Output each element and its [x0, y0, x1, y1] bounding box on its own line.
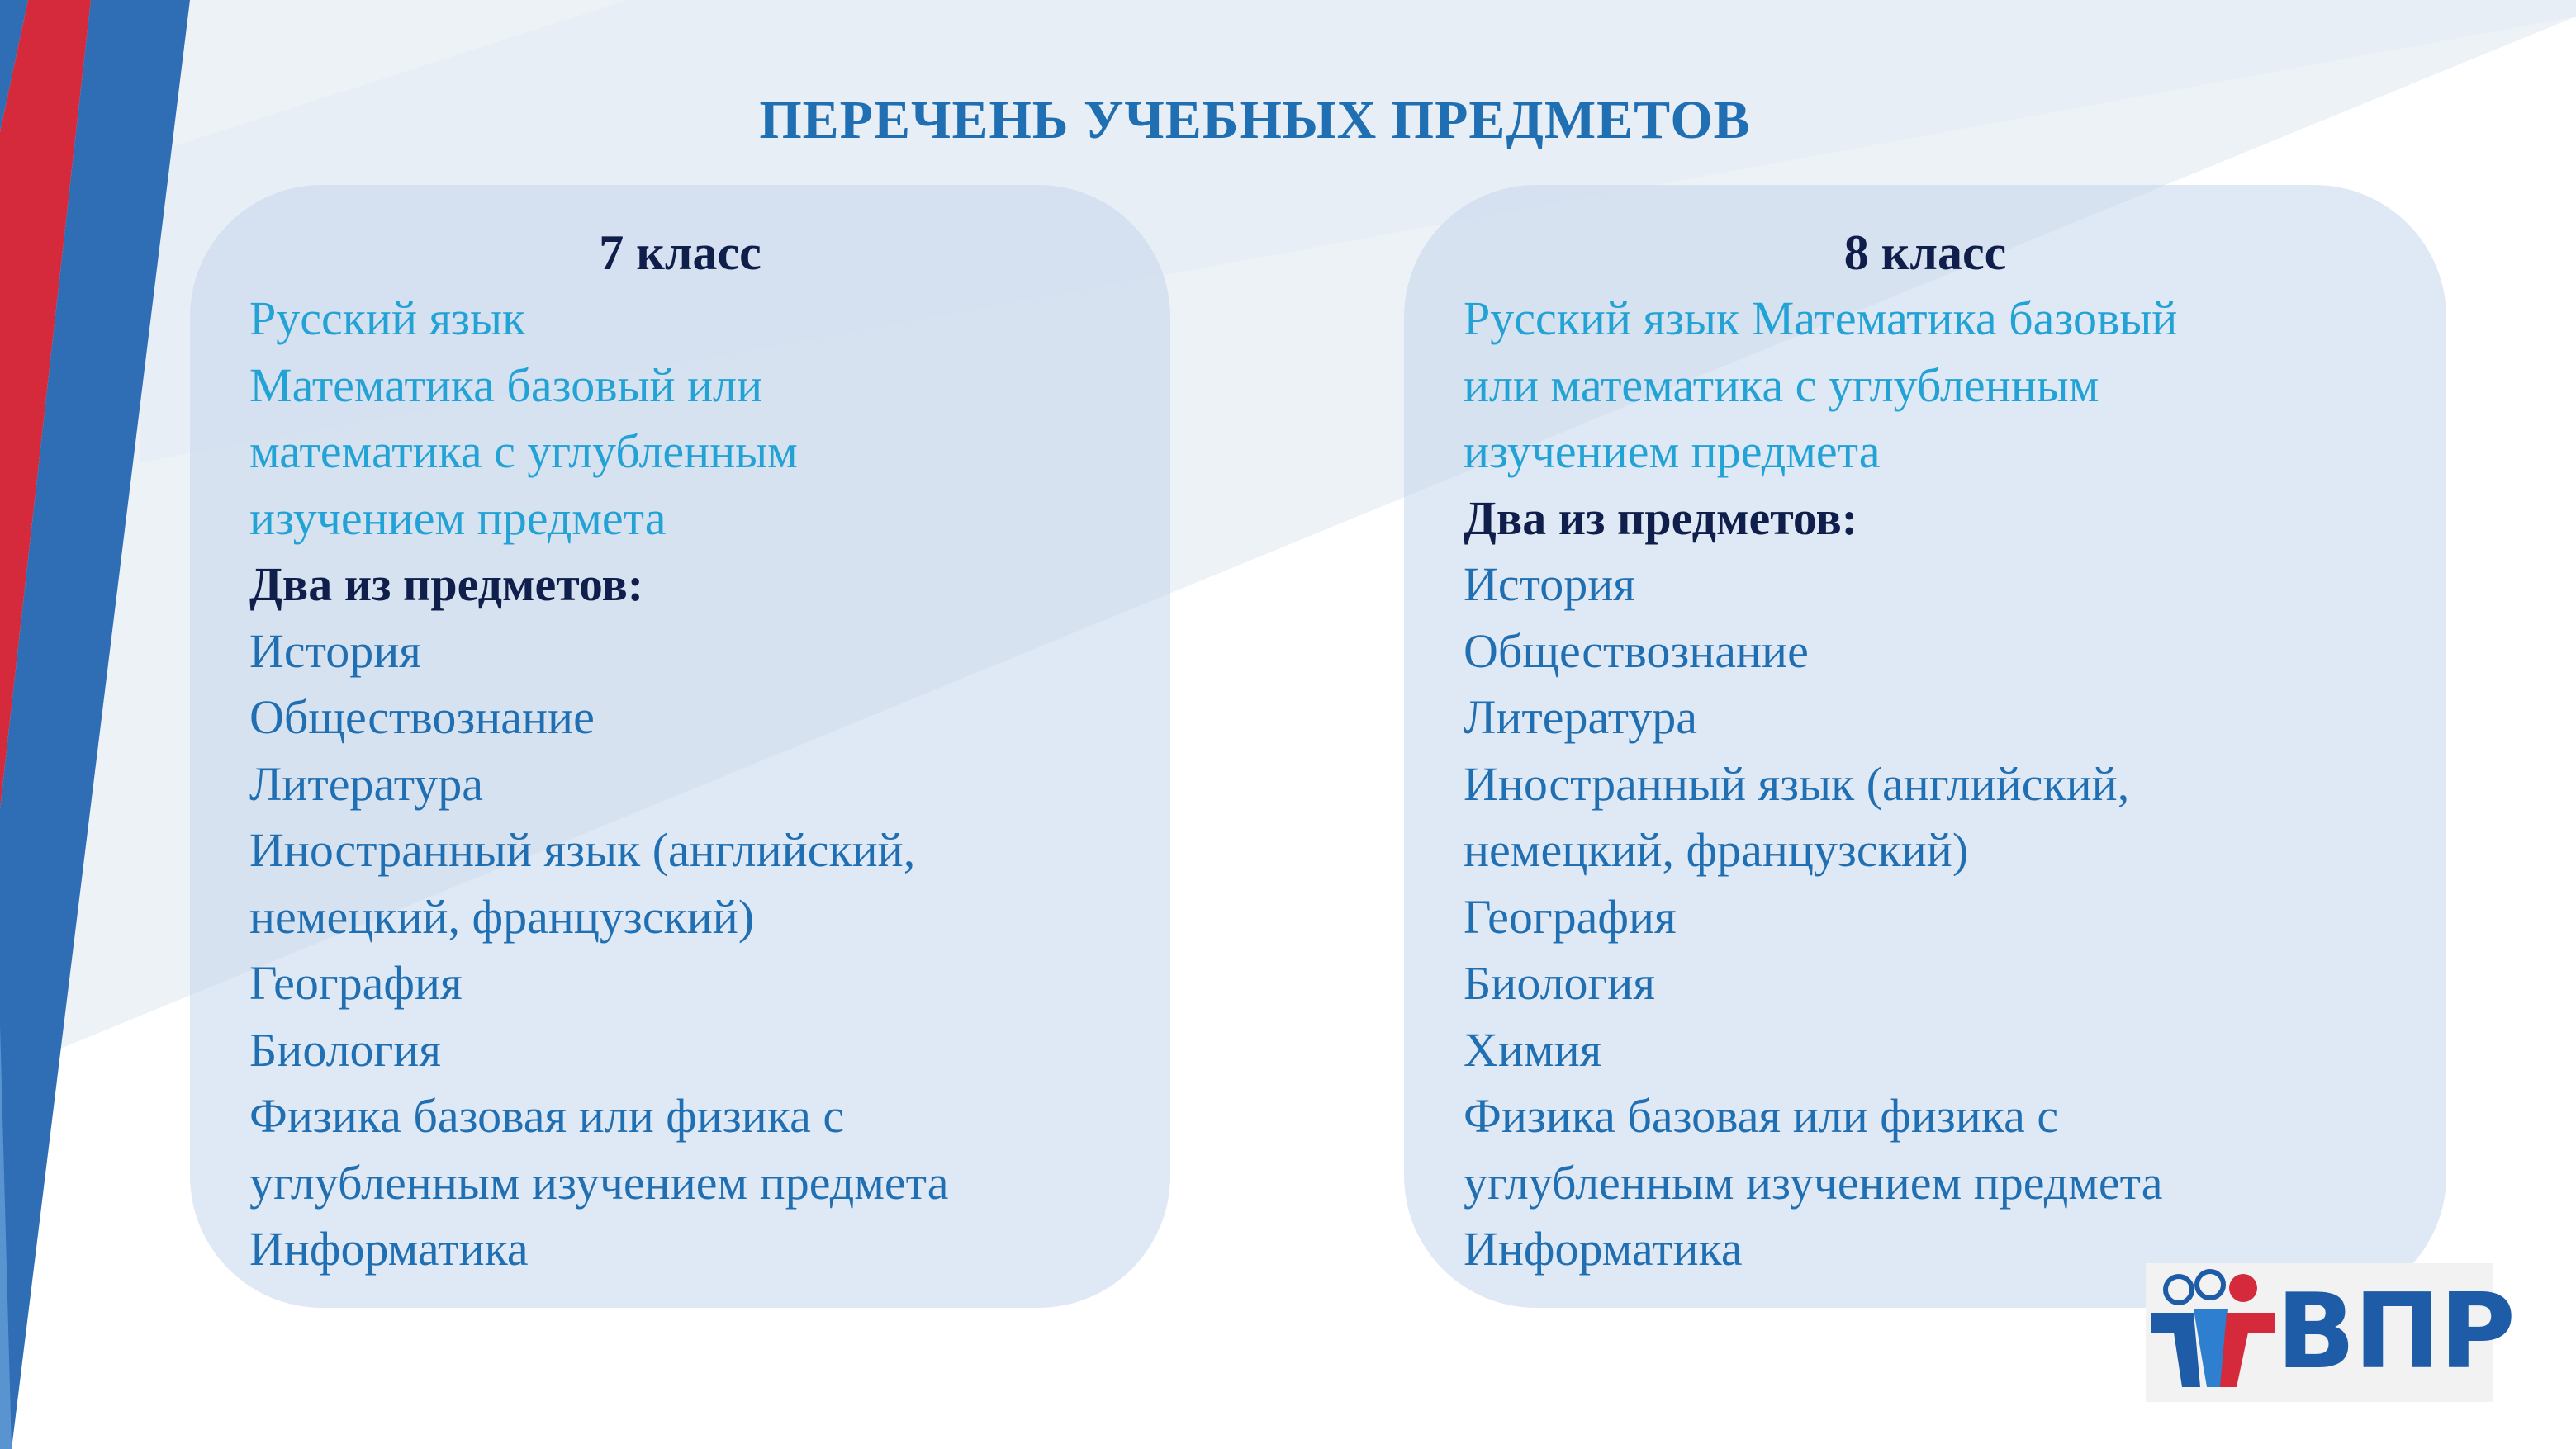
- subject-line: изучением предмета: [1464, 424, 1881, 478]
- subject-line: немецкий, французский): [1464, 823, 1969, 877]
- choose-two-heading: Два из предметов:: [1464, 490, 1858, 545]
- subject-line: углубленным изучением предмета: [1464, 1155, 2163, 1210]
- subject-line: или математика с углубленным: [1464, 358, 2099, 412]
- subject-line: История: [249, 623, 421, 678]
- page-title: ПЕРЕЧЕНЬ УЧЕБНЫХ ПРЕДМЕТОВ: [759, 90, 1751, 150]
- subject-line: Литература: [249, 756, 484, 811]
- subject-line: Физика базовая или физика с: [1464, 1089, 2059, 1143]
- subject-line: Информатика: [1464, 1222, 1743, 1276]
- subject-line: Русский язык Математика базовый: [1464, 291, 2178, 345]
- vpr-people-logo-icon: [2146, 1263, 2278, 1402]
- subject-line: Информатика: [249, 1222, 529, 1276]
- subject-line: Обществознание: [249, 690, 595, 744]
- grade-8-card: [1404, 185, 2446, 1308]
- subject-line: Иностранный язык (английский,: [249, 823, 916, 877]
- subject-line: математика с углубленным: [249, 424, 798, 478]
- subject-line: Биология: [249, 1022, 442, 1077]
- grade-8-title: 8 класс: [1843, 225, 2007, 280]
- subject-line: Физика базовая или физика с: [249, 1089, 845, 1143]
- subject-line: География: [249, 956, 463, 1010]
- subject-line: Биология: [1464, 956, 1656, 1010]
- vpr-logo: [2146, 1263, 2514, 1402]
- vpr-logo-text: ВПР: [2276, 1271, 2514, 1392]
- subject-line: изучением предмета: [249, 490, 667, 545]
- grade-7-title: 7 класс: [599, 225, 761, 280]
- subject-line: Литература: [1464, 690, 1698, 744]
- subject-line: Химия: [1464, 1022, 1602, 1077]
- grade-7-card: [190, 185, 1170, 1308]
- subject-line: География: [1464, 889, 1677, 944]
- subject-line: немецкий, французский): [249, 889, 755, 944]
- subject-line: Математика базовый или: [249, 358, 763, 412]
- subject-line: История: [1464, 557, 1635, 611]
- subject-line: Русский язык: [249, 291, 526, 345]
- subject-line: Обществознание: [1464, 623, 1809, 678]
- subject-line: Иностранный язык (английский,: [1464, 756, 2130, 811]
- choose-two-heading: Два из предметов:: [249, 557, 644, 611]
- subject-line: углубленным изучением предмета: [249, 1155, 949, 1210]
